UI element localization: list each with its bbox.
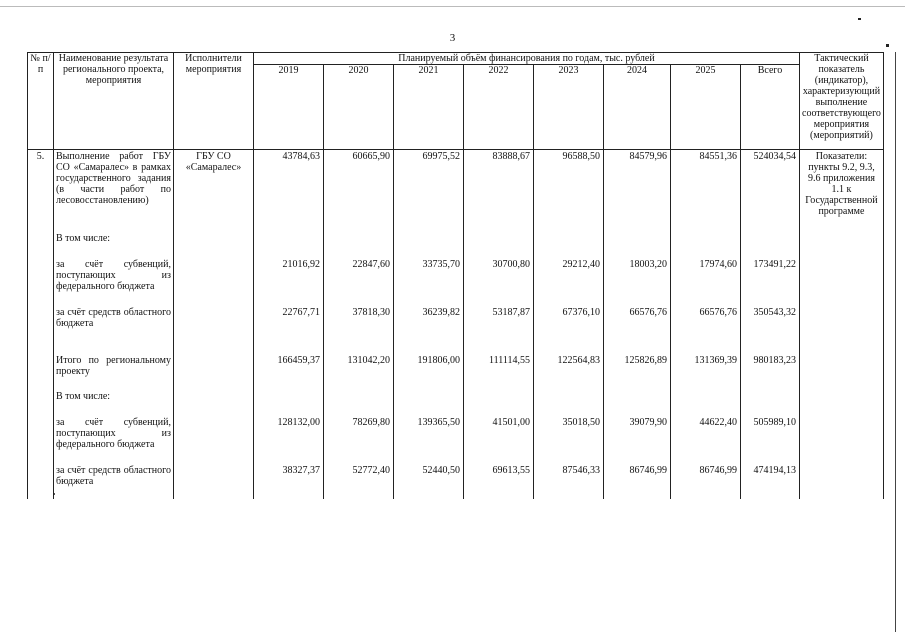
row-indicator — [800, 259, 884, 307]
cell-value — [534, 233, 604, 259]
funding-table — [27, 52, 884, 499]
cell-value: 33735,70 — [394, 259, 464, 307]
cell-value: 96588,50 — [534, 150, 604, 234]
row-executor — [174, 417, 254, 465]
cell-value: 84579,96 — [604, 150, 671, 234]
table-header — [28, 53, 884, 150]
table-row-total — [28, 355, 884, 391]
row-executor — [174, 307, 254, 355]
cell-value — [604, 391, 671, 417]
row-number — [28, 355, 54, 391]
cell-value: 18003,20 — [604, 259, 671, 307]
header-year: 2025 — [671, 65, 741, 150]
cell-value: 35018,50 — [534, 417, 604, 465]
cell-value: 131042,20 — [324, 355, 394, 391]
cell-value: 111114,55 — [464, 355, 534, 391]
row-executor — [174, 355, 254, 391]
row-name: за счёт средств областного бюджета — [54, 465, 174, 499]
cell-value — [324, 233, 394, 259]
right-page-border — [895, 52, 896, 632]
row-indicator: Показатели: пункты 9.2, 9.3, 9.6 приложения 1.1 к Государственной программе — [800, 150, 884, 234]
cell-value: 36239,82 — [394, 307, 464, 355]
scan-speck — [886, 44, 889, 47]
row-name: В том числе: — [54, 233, 174, 259]
cell-value — [254, 391, 324, 417]
row-name: за счёт средств областного бюджета — [54, 307, 174, 355]
row-name: за счёт субвенций, поступающих из федерального бюджета — [54, 259, 174, 307]
cell-value: 87546,33 — [534, 465, 604, 499]
cell-value: 86746,99 — [604, 465, 671, 499]
table-row — [28, 465, 884, 499]
cell-value: 86746,99 — [671, 465, 741, 499]
cell-value: 128132,00 — [254, 417, 324, 465]
row-name: за счёт субвенций, поступающих из федерального бюджета — [54, 417, 174, 465]
header-total: Всего — [741, 65, 800, 150]
cell-value: 66576,76 — [604, 307, 671, 355]
table-row — [28, 233, 884, 259]
row-number: 5. — [28, 150, 54, 234]
cell-total — [741, 391, 800, 417]
cell-value: 122564,83 — [534, 355, 604, 391]
header-year: 2020 — [324, 65, 394, 150]
row-indicator — [800, 233, 884, 259]
table-row — [28, 417, 884, 465]
cell-value — [604, 233, 671, 259]
header-funding-group: Планируемый объём финансирования по годам, тыс. рублей — [254, 53, 800, 65]
row-name: Выполнение работ ГБУ СО «Самаралес» в рамках государственного задания (в части работ по лесовосстановлению) — [54, 150, 174, 234]
cell-value: 67376,10 — [534, 307, 604, 355]
row-indicator — [800, 465, 884, 499]
header-year: 2019 — [254, 65, 324, 150]
row-indicator — [800, 417, 884, 465]
cell-total: 173491,22 — [741, 259, 800, 307]
cell-value: 78269,80 — [324, 417, 394, 465]
cell-value — [254, 233, 324, 259]
cell-value: 30700,80 — [464, 259, 534, 307]
cell-value: 125826,89 — [604, 355, 671, 391]
cell-value — [394, 391, 464, 417]
cell-value: 37818,30 — [324, 307, 394, 355]
header-number: № п/п — [28, 53, 54, 150]
cell-value: 22847,60 — [324, 259, 394, 307]
row-number — [28, 417, 54, 465]
row-indicator — [800, 307, 884, 355]
header-year: 2024 — [604, 65, 671, 150]
cell-total: 980183,23 — [741, 355, 800, 391]
row-executor — [174, 233, 254, 259]
table-row — [28, 150, 884, 234]
table-body — [28, 150, 884, 500]
row-executor — [174, 465, 254, 499]
cell-value: 60665,90 — [324, 150, 394, 234]
cell-value — [324, 391, 394, 417]
header-year: 2021 — [394, 65, 464, 150]
row-name: В том числе: — [54, 391, 174, 417]
header-name: Наименование результата регионального проекта, мероприятия — [54, 53, 174, 150]
cell-value: 22767,71 — [254, 307, 324, 355]
cell-value: 52440,50 — [394, 465, 464, 499]
top-rule — [0, 6, 905, 7]
cell-value: 66576,76 — [671, 307, 741, 355]
cell-value: 84551,36 — [671, 150, 741, 234]
cell-value: 21016,92 — [254, 259, 324, 307]
cell-value — [464, 233, 534, 259]
cell-value: 83888,67 — [464, 150, 534, 234]
cell-value — [671, 391, 741, 417]
row-number — [28, 391, 54, 417]
row-name: Итого по региональному проекту — [54, 355, 174, 391]
row-executor — [174, 391, 254, 417]
header-indicator: Тактический показатель (индикатор), характеризующий выполнение соответствующего мероприятия (мероприятий) — [800, 53, 884, 150]
cell-value: 41501,00 — [464, 417, 534, 465]
table-row — [28, 259, 884, 307]
page-number: 3 — [449, 32, 456, 44]
cell-value — [671, 233, 741, 259]
cell-value: 17974,60 — [671, 259, 741, 307]
row-number — [28, 233, 54, 259]
cell-value — [394, 233, 464, 259]
cell-value: 52772,40 — [324, 465, 394, 499]
row-indicator — [800, 391, 884, 417]
cell-total: 350543,32 — [741, 307, 800, 355]
cell-value: 139365,50 — [394, 417, 464, 465]
table-row — [28, 391, 884, 417]
cell-value: 166459,37 — [254, 355, 324, 391]
cell-total: 474194,13 — [741, 465, 800, 499]
cell-total: 505989,10 — [741, 417, 800, 465]
row-number — [28, 307, 54, 355]
cell-value — [464, 391, 534, 417]
cell-value: 53187,87 — [464, 307, 534, 355]
table-row — [28, 307, 884, 355]
header-year: 2023 — [534, 65, 604, 150]
cell-total: 524034,54 — [741, 150, 800, 234]
header-executors: Исполнители мероприятия — [174, 53, 254, 150]
cell-value — [534, 391, 604, 417]
cell-value: 69613,55 — [464, 465, 534, 499]
scan-speck — [858, 18, 861, 20]
cell-value: 69975,52 — [394, 150, 464, 234]
cell-value: 191806,00 — [394, 355, 464, 391]
row-number — [28, 465, 54, 499]
cell-value: 39079,90 — [604, 417, 671, 465]
cell-value: 43784,63 — [254, 150, 324, 234]
header-year: 2022 — [464, 65, 534, 150]
cell-value: 44622,40 — [671, 417, 741, 465]
cell-value: 29212,40 — [534, 259, 604, 307]
row-executor — [174, 259, 254, 307]
cell-value: 131369,39 — [671, 355, 741, 391]
row-indicator — [800, 355, 884, 391]
cell-value: 38327,37 — [254, 465, 324, 499]
row-number — [28, 259, 54, 307]
row-executor: ГБУ СО «Самаралес» — [174, 150, 254, 234]
cell-total — [741, 233, 800, 259]
